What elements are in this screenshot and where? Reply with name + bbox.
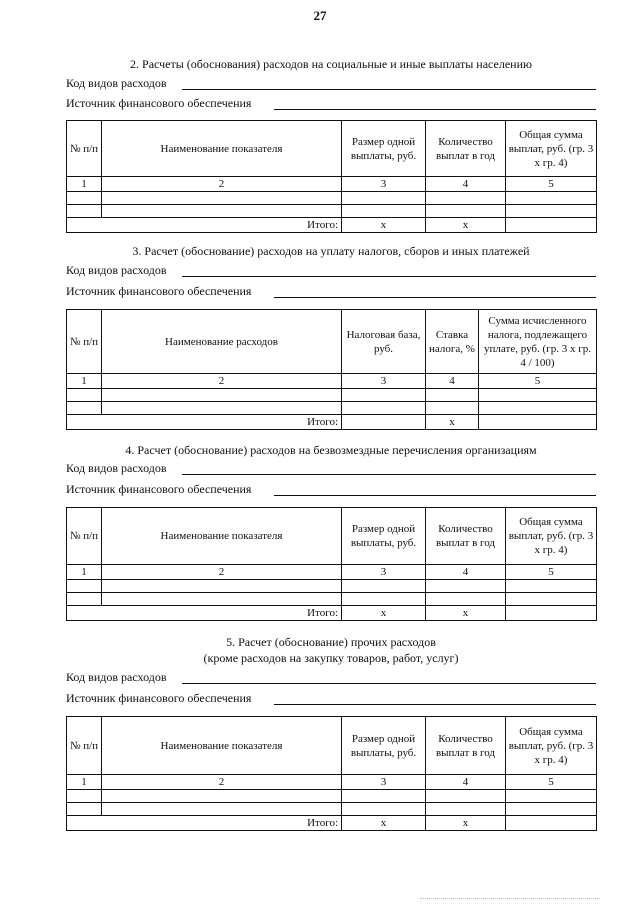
section-2-title — [66, 56, 596, 72]
table-row — [67, 402, 597, 415]
table-cell[interactable] — [67, 803, 102, 816]
total-cell[interactable] — [506, 218, 597, 233]
column-number: 2 — [102, 374, 342, 389]
section-2-source-field[interactable] — [66, 96, 596, 112]
table-cell[interactable] — [342, 205, 426, 218]
table-row — [67, 389, 597, 402]
table-row — [67, 803, 597, 816]
table-cell[interactable] — [102, 803, 342, 816]
header-cell: Общая сумма выплат, руб. (гр. 3 х гр. 4) — [506, 508, 597, 565]
section-title-line: 5. Расчет (обоснование) прочих расходов — [226, 635, 436, 649]
table-cell[interactable] — [506, 205, 597, 218]
table-cell[interactable] — [479, 389, 597, 402]
header-cell: Размер одной выплаты, руб. — [342, 717, 426, 775]
table-cell[interactable] — [67, 402, 102, 415]
table-cell[interactable] — [102, 205, 342, 218]
table-cell[interactable] — [67, 580, 102, 593]
header-cell: Налоговая база, руб. — [342, 310, 426, 374]
header-cell: Общая сумма выплат, руб. (гр. 3 х гр. 4) — [506, 121, 597, 177]
section-title-line: (кроме расходов на закупку товаров, работ, услуг) — [203, 651, 459, 665]
header-cell: Наименование показателя — [102, 717, 342, 775]
header-cell: Наименование показателя — [102, 121, 342, 177]
table-cell[interactable] — [426, 803, 506, 816]
total-cell: х — [342, 218, 426, 233]
header-row — [67, 121, 597, 177]
section-5-table — [66, 716, 597, 831]
table-row — [67, 205, 597, 218]
column-number: 1 — [67, 775, 102, 790]
column-number: 5 — [506, 177, 597, 192]
table-cell[interactable] — [342, 402, 426, 415]
column-number: 3 — [342, 374, 426, 389]
header-cell: Сумма исчисленного налога, подлежащего уплате, руб. (гр. 3 х гр. 4 / 100) — [479, 310, 597, 374]
table-cell[interactable] — [102, 402, 342, 415]
table-cell[interactable] — [102, 580, 342, 593]
total-cell[interactable] — [506, 606, 597, 621]
column-number: 4 — [426, 374, 479, 389]
table-cell[interactable] — [426, 389, 479, 402]
section-4-table — [66, 507, 597, 621]
header-cell: Общая сумма выплат, руб. (гр. 3 х гр. 4) — [506, 717, 597, 775]
column-number: 5 — [506, 775, 597, 790]
source-label: Источник финансового обеспечения — [66, 96, 252, 110]
code-label: Код видов расходов — [66, 76, 167, 90]
header-cell: Количество выплат в год — [426, 717, 506, 775]
section-title-line: 4. Расчет (обоснование) расходов на безвозмездные перечисления организациям — [125, 443, 537, 457]
column-number-row — [67, 177, 597, 192]
column-number: 3 — [342, 775, 426, 790]
code-label: Код видов расходов — [66, 670, 167, 684]
column-number: 5 — [479, 374, 597, 389]
header-cell: № п/п — [67, 717, 102, 775]
page-number: 27 — [313, 8, 327, 23]
header-cell: Количество выплат в год — [426, 508, 506, 565]
section-5-source-field[interactable] — [66, 691, 596, 707]
table-cell[interactable] — [426, 580, 506, 593]
total-row — [67, 606, 597, 621]
header-cell: № п/п — [67, 310, 102, 374]
total-cell[interactable] — [479, 415, 597, 430]
total-cell: х — [426, 816, 506, 831]
source-input-line[interactable] — [274, 495, 596, 496]
total-label: Итого: — [67, 415, 342, 430]
section-3-source-field[interactable] — [66, 284, 596, 300]
table-cell[interactable] — [342, 389, 426, 402]
column-number: 3 — [342, 565, 426, 580]
table-cell[interactable] — [426, 402, 479, 415]
section-5-title — [66, 634, 596, 666]
code-input-line[interactable] — [182, 683, 596, 684]
column-number-row — [67, 374, 597, 389]
code-label: Код видов расходов — [66, 461, 167, 475]
column-number: 3 — [342, 177, 426, 192]
header-cell: Наименование показателя — [102, 508, 342, 565]
table-cell[interactable] — [67, 205, 102, 218]
column-number: 2 — [102, 775, 342, 790]
section-4-title — [66, 442, 596, 458]
header-cell: Размер одной выплаты, руб. — [342, 508, 426, 565]
column-number: 2 — [102, 565, 342, 580]
total-label: Итого: — [67, 816, 342, 831]
header-cell: Размер одной выплаты, руб. — [342, 121, 426, 177]
code-label: Код видов расходов — [66, 263, 167, 277]
table-cell[interactable] — [426, 593, 506, 606]
table-cell[interactable] — [426, 205, 506, 218]
source-label: Источник финансового обеспечения — [66, 482, 252, 496]
table-row — [67, 192, 597, 205]
column-number: 4 — [426, 565, 506, 580]
section-3-code-field[interactable] — [66, 263, 596, 279]
table-cell[interactable] — [102, 593, 342, 606]
table-cell[interactable] — [506, 803, 597, 816]
total-cell: х — [342, 816, 426, 831]
table-cell[interactable] — [102, 790, 342, 803]
header-cell: Количество выплат в год — [426, 121, 506, 177]
section-5-code-field[interactable] — [66, 670, 596, 686]
table-row — [67, 593, 597, 606]
column-number-row — [67, 565, 597, 580]
total-row — [67, 415, 597, 430]
section-3-title — [66, 243, 596, 259]
total-cell[interactable] — [342, 415, 426, 430]
header-row — [67, 310, 597, 374]
total-label: Итого: — [67, 606, 342, 621]
code-input-line[interactable] — [182, 474, 596, 475]
total-cell: х — [342, 606, 426, 621]
section-title-line: 2. Расчеты (обоснования) расходов на социальные и иные выплаты населению — [130, 57, 532, 71]
header-cell: № п/п — [67, 508, 102, 565]
source-input-line[interactable] — [274, 704, 596, 705]
section-4-code-field[interactable] — [66, 461, 596, 477]
header-cell: Наименование расходов — [102, 310, 342, 374]
header-row — [67, 717, 597, 775]
source-input-line[interactable] — [274, 297, 596, 298]
table-cell[interactable] — [342, 580, 426, 593]
page-bottom-divider — [420, 898, 600, 899]
header-row — [67, 508, 597, 565]
table-cell[interactable] — [506, 192, 597, 205]
column-number: 4 — [426, 177, 506, 192]
table-row — [67, 790, 597, 803]
table-cell[interactable] — [426, 192, 506, 205]
total-cell: х — [426, 218, 506, 233]
table-cell[interactable] — [506, 790, 597, 803]
source-label: Источник финансового обеспечения — [66, 284, 252, 298]
table-cell[interactable] — [67, 790, 102, 803]
table-row — [67, 580, 597, 593]
column-number: 1 — [67, 177, 102, 192]
table-cell[interactable] — [102, 192, 342, 205]
section-2-table — [66, 120, 597, 233]
source-label: Источник финансового обеспечения — [66, 691, 252, 705]
section-4-source-field[interactable] — [66, 482, 596, 498]
column-number: 5 — [506, 565, 597, 580]
section-2-code-field[interactable] — [66, 76, 596, 92]
column-number: 2 — [102, 177, 342, 192]
table-cell[interactable] — [506, 593, 597, 606]
column-number: 1 — [67, 374, 102, 389]
table-cell[interactable] — [342, 593, 426, 606]
table-cell[interactable] — [102, 389, 342, 402]
header-cell: Ставка налога, % — [426, 310, 479, 374]
column-number-row — [67, 775, 597, 790]
table-cell[interactable] — [67, 389, 102, 402]
section-title-line: 3. Расчет (обоснование) расходов на уплату налогов, сборов и иных платежей — [132, 244, 530, 258]
table-cell[interactable] — [342, 790, 426, 803]
table-cell[interactable] — [342, 803, 426, 816]
total-row — [67, 816, 597, 831]
column-number: 4 — [426, 775, 506, 790]
table-cell[interactable] — [67, 593, 102, 606]
table-cell[interactable] — [67, 192, 102, 205]
total-cell: х — [426, 606, 506, 621]
source-input-line[interactable] — [274, 109, 596, 110]
table-cell[interactable] — [506, 580, 597, 593]
table-cell[interactable] — [479, 402, 597, 415]
total-cell[interactable] — [506, 816, 597, 831]
table-cell[interactable] — [342, 192, 426, 205]
code-input-line[interactable] — [182, 89, 596, 90]
total-row — [67, 218, 597, 233]
total-cell: х — [426, 415, 479, 430]
table-cell[interactable] — [426, 790, 506, 803]
code-input-line[interactable] — [182, 276, 596, 277]
column-number: 1 — [67, 565, 102, 580]
header-cell: № п/п — [67, 121, 102, 177]
total-label: Итого: — [67, 218, 342, 233]
section-3-table — [66, 309, 597, 430]
